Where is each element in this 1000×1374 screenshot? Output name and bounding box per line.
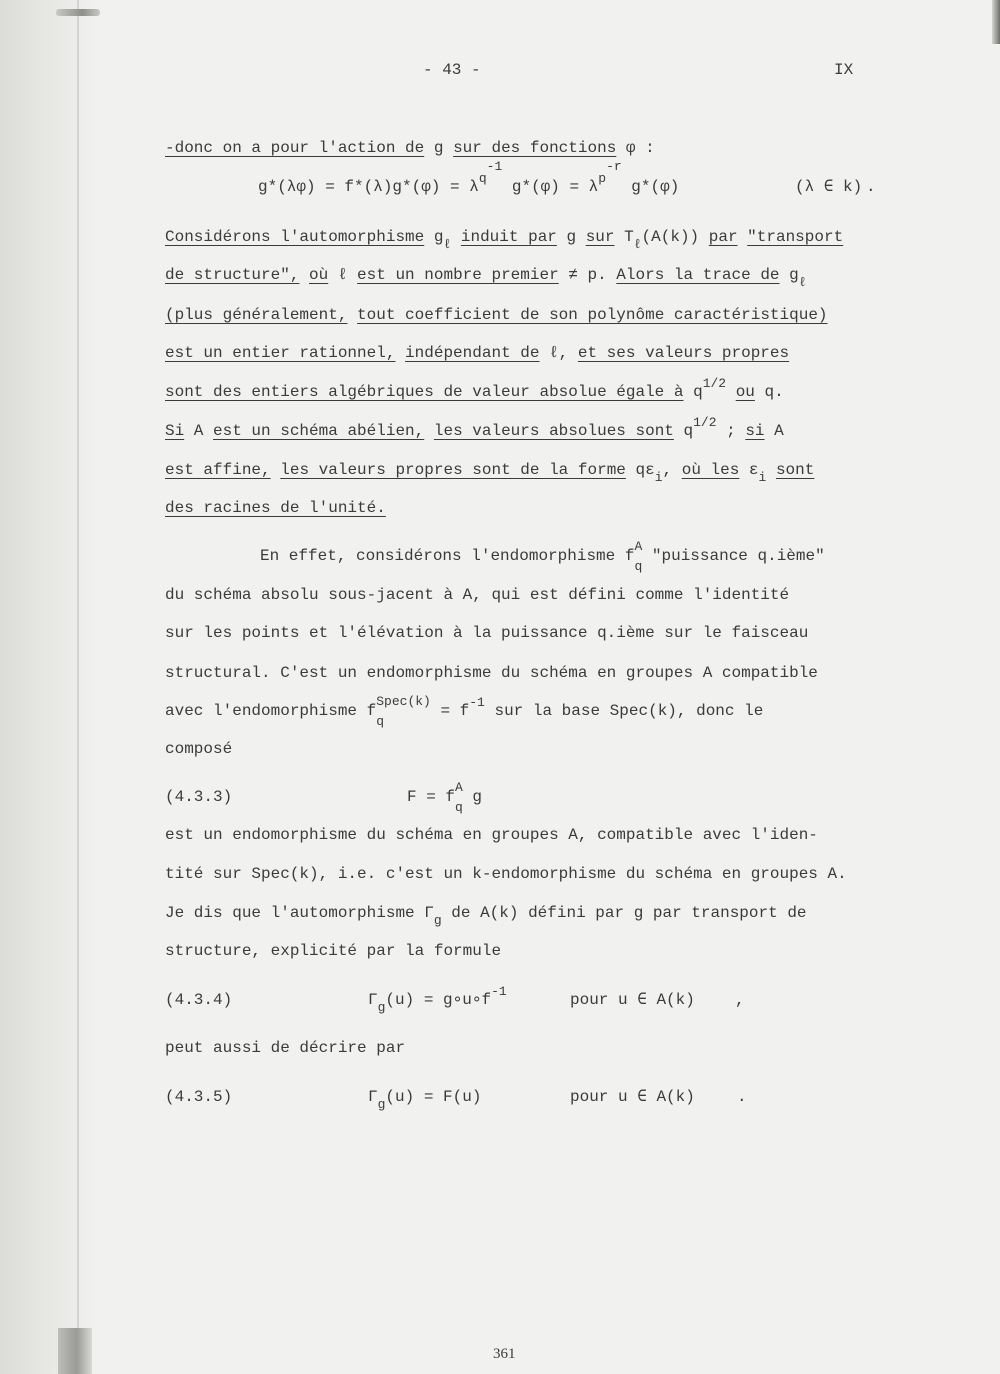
underlined-text: sur bbox=[585, 228, 615, 246]
formula-text: Γ bbox=[368, 991, 378, 1009]
action-formula-period bbox=[866, 177, 876, 197]
underlined-text: "transport bbox=[747, 228, 844, 246]
proof-line-7 bbox=[165, 825, 818, 845]
underlined-text: est affine, bbox=[165, 461, 271, 479]
proof-line-1 bbox=[260, 539, 825, 583]
second-level-superscript: -r bbox=[606, 159, 622, 174]
page-header-number bbox=[423, 60, 481, 80]
statement-line-8 bbox=[165, 498, 386, 518]
intro-line bbox=[165, 138, 655, 158]
superscript: A bbox=[634, 539, 643, 554]
condition-text: pour u ∈ A(k) bbox=[570, 1088, 695, 1106]
formula-text: g*(φ) = λ bbox=[502, 178, 599, 196]
subscript: g bbox=[377, 1000, 386, 1015]
text bbox=[271, 460, 281, 480]
punctuation: , bbox=[735, 991, 745, 1009]
equation-label: (4.3.3) bbox=[165, 788, 233, 806]
subscript: q bbox=[634, 559, 643, 574]
text: ≠ p. bbox=[558, 266, 617, 284]
text: q bbox=[673, 422, 694, 440]
second-level-superscript: -1 bbox=[486, 159, 503, 174]
binding-shadow bbox=[0, 0, 96, 1374]
formula-text: F = f bbox=[407, 788, 456, 806]
underlined-text: si bbox=[745, 422, 765, 440]
underlined-text: est un nombre premier bbox=[357, 266, 559, 284]
text: sur les points et l'élévation à la puissance q.ième sur le faisceau bbox=[165, 624, 809, 642]
superscript-subscript-stack bbox=[376, 695, 431, 728]
proof-line-5 bbox=[165, 694, 764, 738]
punctuation: . bbox=[737, 1088, 747, 1106]
text: g bbox=[424, 139, 454, 157]
text: T bbox=[614, 228, 634, 246]
text: A bbox=[764, 422, 784, 440]
equation-4-3-3 bbox=[407, 780, 483, 824]
text bbox=[347, 305, 357, 325]
text bbox=[766, 460, 776, 480]
superscript: -1 bbox=[469, 695, 485, 710]
statement-line-7 bbox=[165, 460, 815, 485]
text: structure, explicité par la formule bbox=[165, 942, 502, 960]
condition-text: pour u ∈ A(k) bbox=[570, 991, 695, 1009]
equation-4-3-4-comma bbox=[735, 990, 745, 1010]
equation-label: (4.3.4) bbox=[165, 991, 233, 1009]
text bbox=[424, 421, 434, 441]
equation-4-3-4-condition bbox=[570, 990, 695, 1010]
superscript: p bbox=[598, 171, 607, 186]
subscript: ℓ bbox=[633, 237, 642, 252]
text: (A(k)) bbox=[641, 228, 709, 246]
text: tité sur Spec(k), i.e. c'est un k-endomorphisme du schéma en groupes A. bbox=[165, 865, 847, 883]
formula-text: g*(λφ) = f*(λ)g*(φ) = λ bbox=[258, 178, 479, 196]
subscript: g bbox=[433, 913, 442, 928]
folio-number: 361 bbox=[493, 1346, 516, 1362]
superscript-subscript-stack bbox=[455, 781, 463, 814]
underlined-text: où bbox=[309, 266, 329, 284]
underlined-text: et ses valeurs propres bbox=[577, 344, 790, 362]
text bbox=[395, 343, 405, 363]
equation-4-3-4 bbox=[368, 984, 507, 1015]
condition-text: (λ ∈ k) bbox=[795, 178, 863, 196]
chapter-number: IX bbox=[834, 61, 854, 79]
text: du schéma absolu sous-jacent à A, qui est défini comme l'identité bbox=[165, 586, 790, 604]
top-right-edge-shadow bbox=[992, 0, 1000, 44]
text: q. bbox=[754, 383, 784, 401]
underlined-text: Si bbox=[165, 422, 185, 440]
top-left-smudge bbox=[56, 9, 100, 16]
formula-text: (u) = g∘u∘f bbox=[385, 991, 492, 1009]
text: est un endomorphisme du schéma en groupes A, compatible avec l'iden- bbox=[165, 826, 818, 844]
text bbox=[299, 265, 309, 285]
page-number: - 43 - bbox=[423, 61, 481, 79]
formula-text: g bbox=[462, 788, 483, 806]
text: , bbox=[662, 461, 682, 479]
bottom-left-shadow bbox=[58, 1328, 92, 1374]
text: de A(k) défini par g par transport de bbox=[441, 904, 807, 922]
text bbox=[451, 227, 461, 247]
text: = f bbox=[430, 702, 470, 720]
underlined-text: les valeurs absolues sont bbox=[433, 422, 674, 440]
text: "puissance q.ième" bbox=[642, 547, 825, 565]
action-formula bbox=[258, 159, 680, 198]
underlined-text: est un entier rationnel, bbox=[165, 344, 396, 362]
text: En effet, considérons l'endomorphisme f bbox=[260, 547, 635, 565]
underlined-text: les valeurs propres sont de la forme bbox=[280, 461, 626, 479]
subscript: ℓ bbox=[443, 237, 452, 252]
statement-line-1 bbox=[165, 227, 844, 252]
punctuation: . bbox=[866, 178, 876, 196]
subscript: q bbox=[376, 714, 385, 729]
underlined-text: Alors la trace de bbox=[616, 266, 780, 284]
text: qε bbox=[625, 461, 655, 479]
superscript: 1/2 bbox=[702, 376, 727, 391]
chapter-label bbox=[834, 60, 853, 80]
underlined-text: tout coefficient de son polynôme caractéristique) bbox=[357, 306, 828, 324]
subscript: q bbox=[455, 800, 463, 815]
text: peut aussi de décrire par bbox=[165, 1039, 406, 1057]
underlined-text: sont bbox=[775, 461, 815, 479]
text: g bbox=[424, 228, 444, 246]
text: φ : bbox=[616, 139, 655, 157]
text: g bbox=[556, 228, 586, 246]
text: ; bbox=[716, 422, 746, 440]
proof-line-3 bbox=[165, 623, 808, 643]
text: ℓ bbox=[328, 266, 358, 284]
text: ε bbox=[739, 461, 759, 479]
superscript: 1/2 bbox=[693, 415, 717, 430]
underlined-text: ou bbox=[735, 383, 755, 401]
underlined-text: (plus généralement, bbox=[165, 306, 348, 324]
page-edge-line bbox=[77, 0, 79, 1374]
formula-text: Γ bbox=[368, 1088, 378, 1106]
text: Je dis que l'automorphisme Γ bbox=[165, 904, 434, 922]
statement-line-4 bbox=[165, 343, 789, 363]
proof-line-6 bbox=[165, 739, 232, 759]
formula-text: (u) = F(u) bbox=[385, 1088, 482, 1106]
superscript: -1 bbox=[491, 984, 507, 999]
text: ℓ, bbox=[539, 344, 578, 362]
action-formula-condition bbox=[795, 177, 862, 197]
statement-line-2 bbox=[165, 265, 807, 290]
text: A bbox=[184, 422, 214, 440]
underlined-text: des racines de l'unité. bbox=[165, 499, 386, 517]
superscript-subscript-stack bbox=[634, 540, 642, 573]
text: structural. C'est un endomorphisme du schéma en groupes A compatible bbox=[165, 664, 818, 682]
statement-line-3 bbox=[165, 305, 828, 325]
text: q bbox=[683, 383, 703, 401]
text: sur la base Spec(k), donc le bbox=[484, 702, 764, 720]
text: composé bbox=[165, 740, 233, 758]
underlined-text: -donc on a pour l'action de bbox=[165, 139, 425, 157]
equation-4-3-4-label bbox=[165, 990, 232, 1010]
subscript: ℓ bbox=[798, 275, 807, 290]
proof-line-10 bbox=[165, 941, 501, 961]
proof-line-2 bbox=[165, 585, 789, 605]
underlined-text: où les bbox=[681, 461, 740, 479]
superscript: A bbox=[455, 780, 463, 795]
equation-4-3-5-label bbox=[165, 1087, 232, 1107]
underlined-text: induit par bbox=[460, 228, 557, 246]
equation-4-3-5 bbox=[368, 1087, 482, 1112]
proof-line-4 bbox=[165, 663, 818, 683]
underlined-text: par bbox=[708, 228, 738, 246]
equation-4-3-5-period bbox=[737, 1087, 747, 1107]
equation-label: (4.3.5) bbox=[165, 1088, 233, 1106]
subscript: g bbox=[377, 1097, 386, 1112]
underlined-text: sur des fonctions bbox=[453, 139, 617, 157]
equation-4-3-3-label bbox=[165, 787, 232, 807]
underlined-text: Considérons l'automorphisme bbox=[165, 228, 425, 246]
proof-line-11 bbox=[165, 1038, 405, 1058]
statement-line-6 bbox=[165, 415, 784, 442]
equation-4-3-5-condition bbox=[570, 1087, 695, 1107]
superscript: Spec(k) bbox=[376, 694, 431, 709]
subscript: i bbox=[758, 470, 767, 485]
subscript: i bbox=[654, 470, 663, 485]
statement-line-5 bbox=[165, 376, 784, 403]
text bbox=[726, 382, 736, 402]
underlined-text: sont des entiers algébriques de valeur absolue égale à bbox=[165, 383, 684, 401]
text bbox=[738, 227, 748, 247]
text: avec l'endomorphisme f bbox=[165, 702, 377, 720]
proof-line-8 bbox=[165, 864, 847, 884]
proof-line-9 bbox=[165, 903, 807, 928]
underlined-text: de structure", bbox=[165, 266, 300, 284]
formula-text: g*(φ) bbox=[621, 178, 680, 196]
underlined-text: est un schéma abélien, bbox=[213, 422, 425, 440]
text: g bbox=[779, 266, 799, 284]
underlined-text: indépendant de bbox=[405, 344, 540, 362]
superscript: q bbox=[478, 171, 487, 186]
